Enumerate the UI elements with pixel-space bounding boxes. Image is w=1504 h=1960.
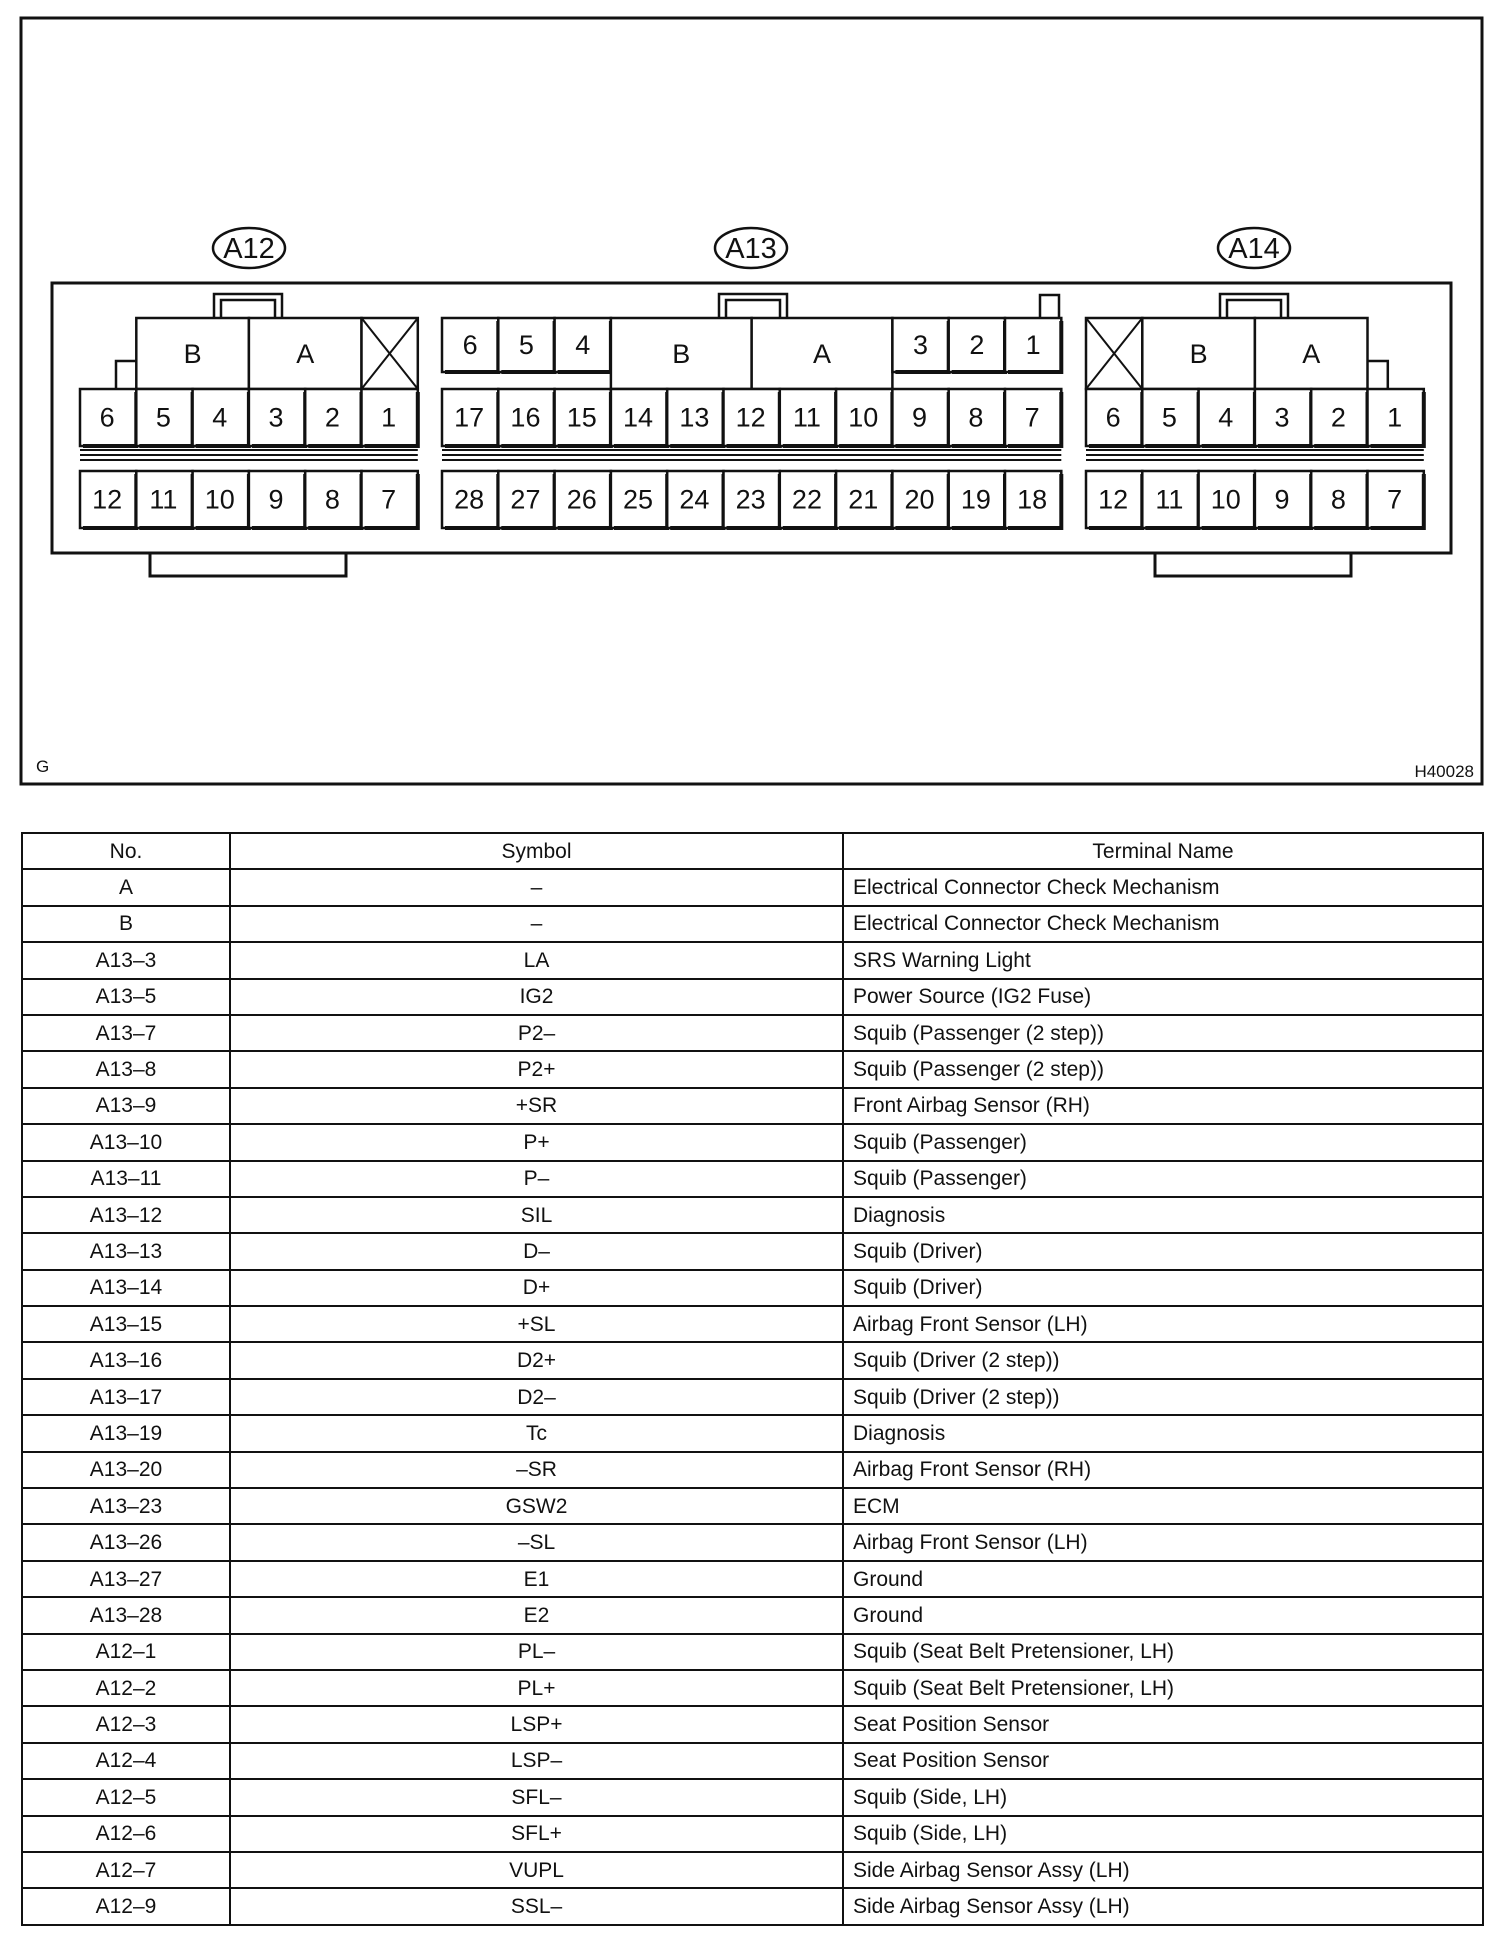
pin-number: 23	[735, 484, 766, 515]
row-symbol: SFL–	[230, 1779, 843, 1815]
pin-number: 10	[204, 484, 235, 515]
row-symbol: SFL+	[230, 1816, 843, 1852]
bottom-latch-left	[150, 553, 346, 576]
row-terminal-name: Squib (Passenger)	[843, 1161, 1483, 1197]
pin-number: 5	[1161, 402, 1177, 433]
row-no: A12–1	[22, 1634, 230, 1670]
row-terminal-name: Squib (Seat Belt Pretensioner, LH)	[843, 1634, 1483, 1670]
pin-number: 1	[381, 402, 397, 433]
pin-number: 15	[566, 402, 597, 433]
table-row	[22, 1816, 1483, 1852]
lock-tab	[719, 294, 787, 320]
row-terminal-name: Airbag Front Sensor (RH)	[843, 1452, 1483, 1488]
row-no: A13–10	[22, 1124, 230, 1160]
row-no: A13–20	[22, 1452, 230, 1488]
row-no: A13–15	[22, 1306, 230, 1342]
table-row	[22, 1415, 1483, 1451]
pin-number: 2	[1330, 402, 1346, 433]
row-terminal-name: Side Airbag Sensor Assy (LH)	[843, 1852, 1483, 1888]
row-terminal-name: Squib (Passenger (2 step))	[843, 1051, 1483, 1087]
table-row	[22, 906, 1483, 942]
row-symbol: SSL–	[230, 1888, 843, 1924]
pin-number: 11	[792, 402, 821, 433]
table-row	[22, 869, 1483, 905]
row-symbol: –	[230, 906, 843, 942]
pin-number: 9	[268, 484, 284, 515]
pin-number: 6	[1105, 402, 1121, 433]
row-no: A13–12	[22, 1197, 230, 1233]
pin-number: 6	[462, 330, 478, 360]
pin-number: 4	[575, 330, 591, 360]
pin-number: 27	[510, 484, 541, 515]
row-no: A13–11	[22, 1161, 230, 1197]
pin-number: 11	[149, 484, 178, 515]
table-row	[22, 1888, 1483, 1924]
row-symbol: D+	[230, 1270, 843, 1306]
row-symbol: D2+	[230, 1342, 843, 1378]
terminal-table	[21, 832, 1484, 1926]
row-terminal-name: Seat Position Sensor	[843, 1706, 1483, 1742]
pin-number: 3	[1274, 402, 1290, 433]
pin-number: 25	[623, 484, 654, 515]
table-row	[22, 1270, 1483, 1306]
pin-number: 7	[381, 484, 397, 515]
row-no: A12–9	[22, 1888, 230, 1924]
row-no: A12–7	[22, 1852, 230, 1888]
table-row	[22, 1779, 1483, 1815]
row-no: A13–14	[22, 1270, 230, 1306]
row-no: A13–5	[22, 979, 230, 1015]
pin-number: 2	[969, 330, 985, 360]
pin-number: 21	[848, 484, 879, 515]
pin-number: 7	[1024, 402, 1040, 433]
table-header-row	[22, 833, 1483, 869]
row-terminal-name: Squib (Passenger (2 step))	[843, 1015, 1483, 1051]
pin-number: 1	[1025, 330, 1041, 360]
pin-number: 2	[324, 402, 340, 433]
row-terminal-name: Diagnosis	[843, 1415, 1483, 1451]
pin-number: 6	[99, 402, 115, 433]
row-symbol: E2	[230, 1597, 843, 1633]
row-terminal-name: Squib (Side, LH)	[843, 1779, 1483, 1815]
row-terminal-name: Airbag Front Sensor (LH)	[843, 1306, 1483, 1342]
row-no: A13–26	[22, 1524, 230, 1560]
table-row	[22, 942, 1483, 978]
row-no: A13–7	[22, 1015, 230, 1051]
row-symbol: D–	[230, 1233, 843, 1269]
row-symbol: +SR	[230, 1088, 843, 1124]
row-no: A13–19	[22, 1415, 230, 1451]
table-row	[22, 1051, 1483, 1087]
pin-number: 13	[679, 402, 710, 433]
pin-number: 12	[735, 402, 766, 433]
row-no: A12–5	[22, 1779, 230, 1815]
pin-number: 9	[1274, 484, 1290, 515]
row-symbol: Tc	[230, 1415, 843, 1451]
pin-number: 7	[1387, 484, 1403, 515]
row-terminal-name: ECM	[843, 1488, 1483, 1524]
row-no: A13–16	[22, 1342, 230, 1378]
table-row	[22, 1670, 1483, 1706]
row-symbol: IG2	[230, 979, 843, 1015]
header-no: No.	[22, 833, 230, 869]
row-terminal-name: Squib (Passenger)	[843, 1124, 1483, 1160]
row-terminal-name: Squib (Side, LH)	[843, 1816, 1483, 1852]
pin-number: 19	[960, 484, 991, 515]
figure-code: H40028	[1414, 762, 1474, 781]
table-row	[22, 1524, 1483, 1560]
header-symbol: Symbol	[230, 833, 843, 869]
corner-mark: G	[36, 757, 50, 776]
row-no: A13–9	[22, 1088, 230, 1124]
pin-number: 12	[1098, 484, 1129, 515]
pin-number: 17	[454, 402, 485, 433]
pin-number: 11	[1155, 484, 1184, 515]
row-terminal-name: Squib (Driver (2 step))	[843, 1379, 1483, 1415]
row-symbol: SIL	[230, 1197, 843, 1233]
table-row	[22, 979, 1483, 1015]
row-symbol: –SL	[230, 1524, 843, 1560]
row-symbol: PL–	[230, 1634, 843, 1670]
table-row	[22, 1124, 1483, 1160]
pin-number: 1	[1387, 402, 1403, 433]
pin-number: 18	[1017, 484, 1048, 515]
bottom-latch-right	[1155, 553, 1351, 576]
table-row	[22, 1452, 1483, 1488]
row-terminal-name: Squib (Driver (2 step))	[843, 1342, 1483, 1378]
row-symbol: P+	[230, 1124, 843, 1160]
table-row	[22, 1088, 1483, 1124]
pin-number: 8	[324, 484, 340, 515]
pin-number: 28	[454, 484, 485, 515]
pin-number: 20	[904, 484, 935, 515]
pin-number: 5	[518, 330, 534, 360]
table-row	[22, 1379, 1483, 1415]
row-terminal-name: Squib (Driver)	[843, 1270, 1483, 1306]
table-row	[22, 1233, 1483, 1269]
row-no: A	[22, 869, 230, 905]
pin-number: 5	[155, 402, 171, 433]
header-terminal-name: Terminal Name	[843, 833, 1483, 869]
row-no: B	[22, 906, 230, 942]
table-row	[22, 1743, 1483, 1779]
row-terminal-name: Squib (Driver)	[843, 1233, 1483, 1269]
row-no: A13–28	[22, 1597, 230, 1633]
connector-diagram	[0, 0, 1504, 800]
pin-number: 22	[791, 484, 822, 515]
row-symbol: PL+	[230, 1670, 843, 1706]
check-mechanism-label: A	[813, 339, 832, 369]
table-row	[22, 1306, 1483, 1342]
pin-number: 14	[623, 402, 654, 433]
row-no: A12–2	[22, 1670, 230, 1706]
table-row	[22, 1706, 1483, 1742]
row-symbol: LA	[230, 942, 843, 978]
row-terminal-name: Electrical Connector Check Mechanism	[843, 906, 1483, 942]
row-terminal-name: Seat Position Sensor	[843, 1743, 1483, 1779]
row-terminal-name: SRS Warning Light	[843, 942, 1483, 978]
check-mechanism-label: B	[183, 339, 202, 369]
lock-tab	[1220, 294, 1288, 320]
pin-number: 8	[968, 402, 984, 433]
row-no: A13–3	[22, 942, 230, 978]
table-row	[22, 1015, 1483, 1051]
row-terminal-name: Squib (Seat Belt Pretensioner, LH)	[843, 1670, 1483, 1706]
pin-number: 9	[912, 402, 928, 433]
row-symbol: –SR	[230, 1452, 843, 1488]
table-row	[22, 1197, 1483, 1233]
check-mechanism-label: A	[296, 339, 315, 369]
lock-tab	[214, 294, 282, 320]
connector-name-a13: A13	[725, 233, 777, 265]
pin-number: 10	[848, 402, 879, 433]
row-no: A12–3	[22, 1706, 230, 1742]
row-terminal-name: Airbag Front Sensor (LH)	[843, 1524, 1483, 1560]
pin-number: 8	[1330, 484, 1346, 515]
pin-number: 4	[212, 402, 228, 433]
row-no: A13–8	[22, 1051, 230, 1087]
row-terminal-name: Side Airbag Sensor Assy (LH)	[843, 1888, 1483, 1924]
row-symbol: P2–	[230, 1015, 843, 1051]
table-row	[22, 1634, 1483, 1670]
check-mechanism-label: A	[1302, 339, 1321, 369]
guide-tab	[1040, 295, 1059, 318]
row-terminal-name: Ground	[843, 1597, 1483, 1633]
pin-number: 3	[913, 330, 929, 360]
row-no: A13–27	[22, 1561, 230, 1597]
pin-number: 24	[679, 484, 710, 515]
table-row	[22, 1161, 1483, 1197]
check-mechanism-label: B	[672, 339, 691, 369]
connector-name-a14: A14	[1228, 233, 1280, 265]
table-row	[22, 1342, 1483, 1378]
row-symbol: +SL	[230, 1306, 843, 1342]
pin-number: 26	[566, 484, 597, 515]
row-symbol: E1	[230, 1561, 843, 1597]
row-symbol: –	[230, 869, 843, 905]
row-no: A12–6	[22, 1816, 230, 1852]
key-notch	[116, 361, 136, 389]
pin-number: 4	[1218, 402, 1234, 433]
table-row	[22, 1488, 1483, 1524]
row-no: A12–4	[22, 1743, 230, 1779]
connector-name-a12: A12	[223, 233, 275, 265]
row-symbol: VUPL	[230, 1852, 843, 1888]
row-symbol: LSP–	[230, 1743, 843, 1779]
row-terminal-name: Diagnosis	[843, 1197, 1483, 1233]
table-row	[22, 1852, 1483, 1888]
row-terminal-name: Power Source (IG2 Fuse)	[843, 979, 1483, 1015]
table-row	[22, 1597, 1483, 1633]
row-terminal-name: Ground	[843, 1561, 1483, 1597]
row-symbol: GSW2	[230, 1488, 843, 1524]
row-no: A13–23	[22, 1488, 230, 1524]
check-mechanism-label: B	[1189, 339, 1208, 369]
key-notch	[1368, 361, 1388, 389]
row-symbol: LSP+	[230, 1706, 843, 1742]
row-symbol: D2–	[230, 1379, 843, 1415]
table-row	[22, 1561, 1483, 1597]
pin-number: 16	[510, 402, 541, 433]
row-terminal-name: Electrical Connector Check Mechanism	[843, 869, 1483, 905]
pin-number: 3	[268, 402, 284, 433]
row-no: A13–17	[22, 1379, 230, 1415]
row-no: A13–13	[22, 1233, 230, 1269]
row-terminal-name: Front Airbag Sensor (RH)	[843, 1088, 1483, 1124]
row-symbol: P2+	[230, 1051, 843, 1087]
pin-number: 12	[92, 484, 123, 515]
pin-number: 10	[1210, 484, 1241, 515]
row-symbol: P–	[230, 1161, 843, 1197]
